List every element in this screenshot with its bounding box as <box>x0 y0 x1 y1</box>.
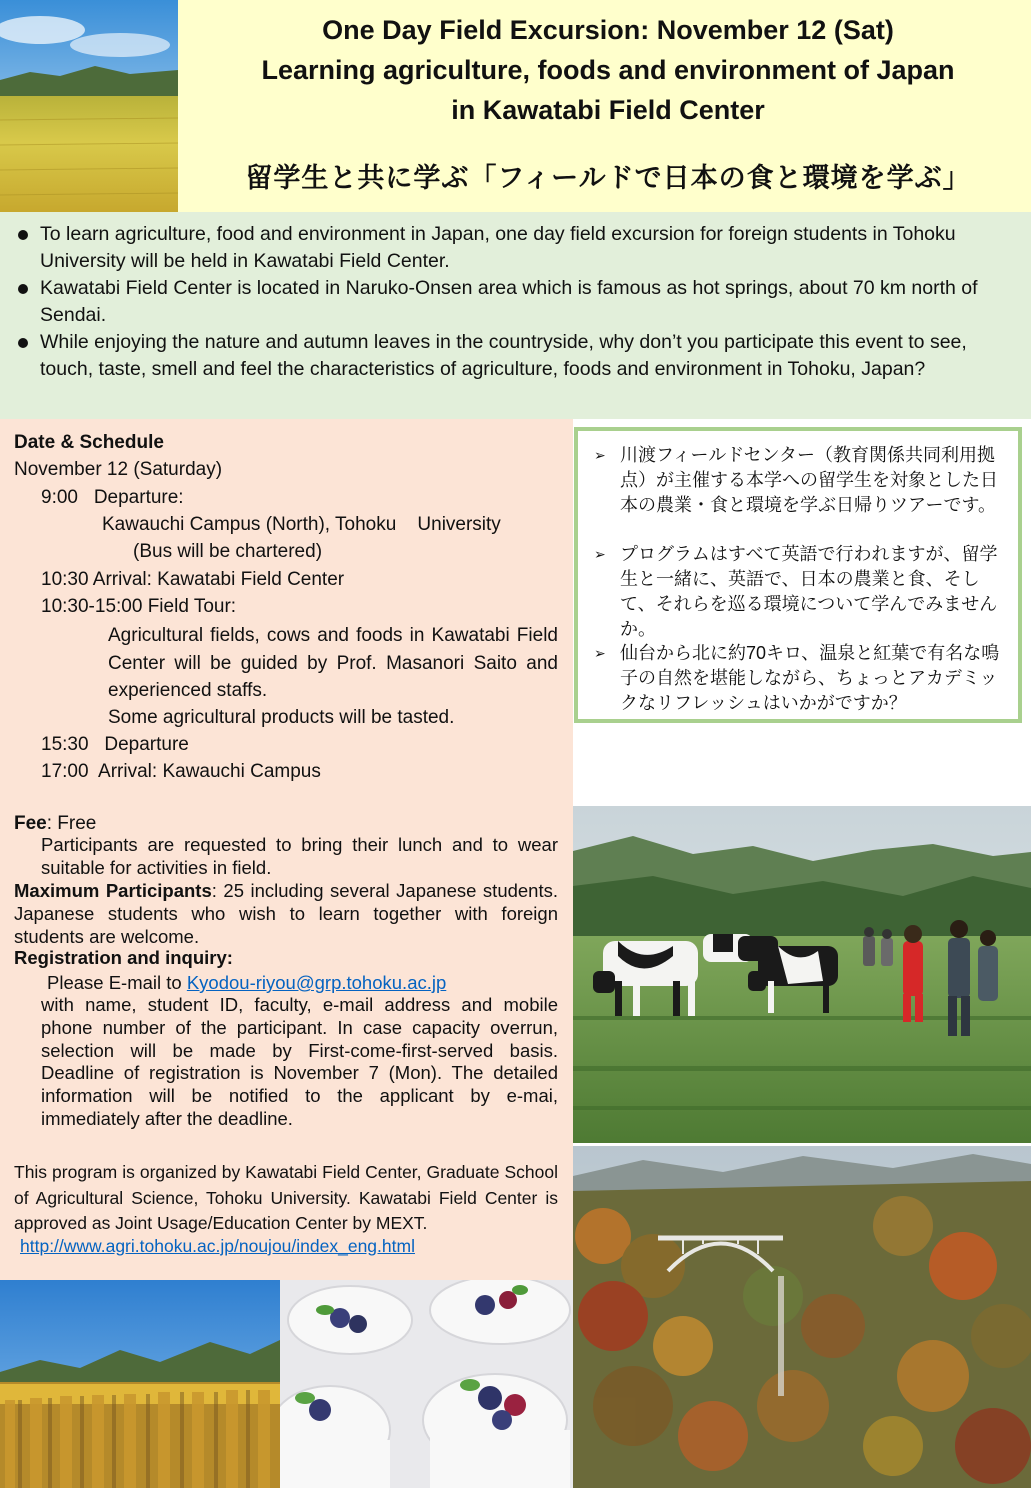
schedule-departure: 9:00 Departure: <box>41 487 184 508</box>
schedule-arrival: 10:30 Arrival: Kawatabi Field Center <box>41 569 345 590</box>
organizer-text: This program is organized by Kawatabi Field Center, Graduate School of Agricultural Science, Tohoku University. Kawatabi Field Center is approved as Joint Usage/Education Center by MEXT. <box>14 1162 558 1233</box>
fee-label: Fee <box>14 813 47 834</box>
intro-bullet: While enjoying the nature and autumn leaves in the countryside, why don’t you participate this event to see, touch, taste, smell and feel the characteristics of agriculture, foods and environment in Tohoku, Japan? <box>18 329 1013 383</box>
japanese-summary-box <box>574 427 1022 723</box>
schedule-bus-note: (Bus will be chartered) <box>133 541 323 562</box>
arrow-bullet-icon: ➢ <box>594 447 606 463</box>
cows-pasture-photo <box>573 806 1031 1143</box>
jp-list-item: ➢ プログラムはすべて英語で行われますが、留学生と一緒に、英語で、日本の農業と食、そして、それらを巡る環境について学んでみませんか。 <box>594 544 998 639</box>
registration-please: Please E-mail to <box>47 972 187 993</box>
intro-bullet: To learn agriculture, food and environment in Japan, one day field excursion for foreign students in Tohoku University will be held in Kawatabi Field Center. <box>18 221 1018 275</box>
fee-note: Participants are requested to bring their lunch and to wear suitable for activities in field. <box>41 834 558 878</box>
fee-value: : Free <box>46 813 97 834</box>
schedule-tasting: Some agricultural products will be tasted. <box>108 707 455 728</box>
bullet-icon <box>18 284 28 294</box>
rice-field-photo <box>0 0 178 212</box>
gorge-bridge-photo <box>573 1146 1031 1488</box>
details-panel <box>0 419 573 1280</box>
participants-text: : 25 including several Japanese students. Japanese students who wish to learn together with foreign students are welcome. <box>14 880 558 947</box>
intro-section <box>0 212 1031 419</box>
schedule-heading: Date & Schedule <box>14 432 164 453</box>
schedule-field-tour: 10:30-15:00 Field Tour: <box>41 596 237 617</box>
title-line-3: in Kawatabi Field Center <box>451 95 765 125</box>
japanese-title: 留学生と共に学ぶ「フィールドで日本の食と環境を学ぶ」 <box>245 163 971 193</box>
schedule-tour-description: Agricultural fields, cows and foods in Kawatabi Field Center will be guided by Prof. Masanori Saito and experienced staffs. <box>108 625 558 701</box>
participants-line <box>14 880 558 948</box>
organizer-url-link[interactable]: http://www.agri.tohoku.ac.jp/noujou/index_eng.html <box>20 1236 415 1256</box>
vineyard-photo <box>0 1280 280 1488</box>
registration-email-line <box>47 971 446 995</box>
registration-details: with name, student ID, faculty, e-mail address and mobile phone number of the participant. In case capacity overrun, selection will be made by First-come-first-served basis. Deadline of registration is November 7 (Mon). The detailed information will be notified to the applicant by e-mai, immediately after the deadline. <box>41 994 558 1129</box>
schedule-campus: Kawauchi Campus (North), Tohoku University <box>102 514 501 535</box>
participants-label: Maximum Participants <box>14 880 212 901</box>
registration-label: Registration and inquiry: <box>14 947 233 968</box>
jp-list-item: ➢ 仙台から北に約70キロ、温泉と紅葉で有名な鳴子の自然を堪能しながら、ちょっとアカデミックなリフレッシュはいかがですか？ <box>594 643 1000 713</box>
schedule-arrival-2: 17:00 Arrival: Kawauchi Campus <box>41 761 321 782</box>
arrow-bullet-icon: ➢ <box>594 546 606 562</box>
title-line-2: Learning agriculture, foods and environment of Japan <box>261 55 955 85</box>
schedule-date: November 12 (Saturday) <box>14 459 223 480</box>
schedule-departure-2: 15:30 Departure <box>41 734 189 755</box>
bullet-icon <box>18 230 28 240</box>
yogurt-blueberries-photo <box>280 1280 573 1488</box>
bullet-icon <box>18 338 28 348</box>
arrow-bullet-icon: ➢ <box>594 645 606 661</box>
fee-line <box>14 810 96 837</box>
organizer-url-line <box>20 1234 415 1259</box>
intro-bullet: Kawatabi Field Center is located in Naruko-Onsen area which is famous as hot springs, about 70 km north of Sendai. <box>18 275 1018 329</box>
registration-email-link[interactable]: Kyodou-riyou@grp.tohoku.ac.jp <box>186 972 447 993</box>
title-line-1: One Day Field Excursion: November 12 (Sat) <box>322 15 894 45</box>
jp-list-item: ➢ 川渡フィールドセンター（教育関係共同利用拠点）が主催する本学への留学生を対象とした日本の農業・食と環境を学ぶ日帰りツアーです。 <box>594 445 998 515</box>
